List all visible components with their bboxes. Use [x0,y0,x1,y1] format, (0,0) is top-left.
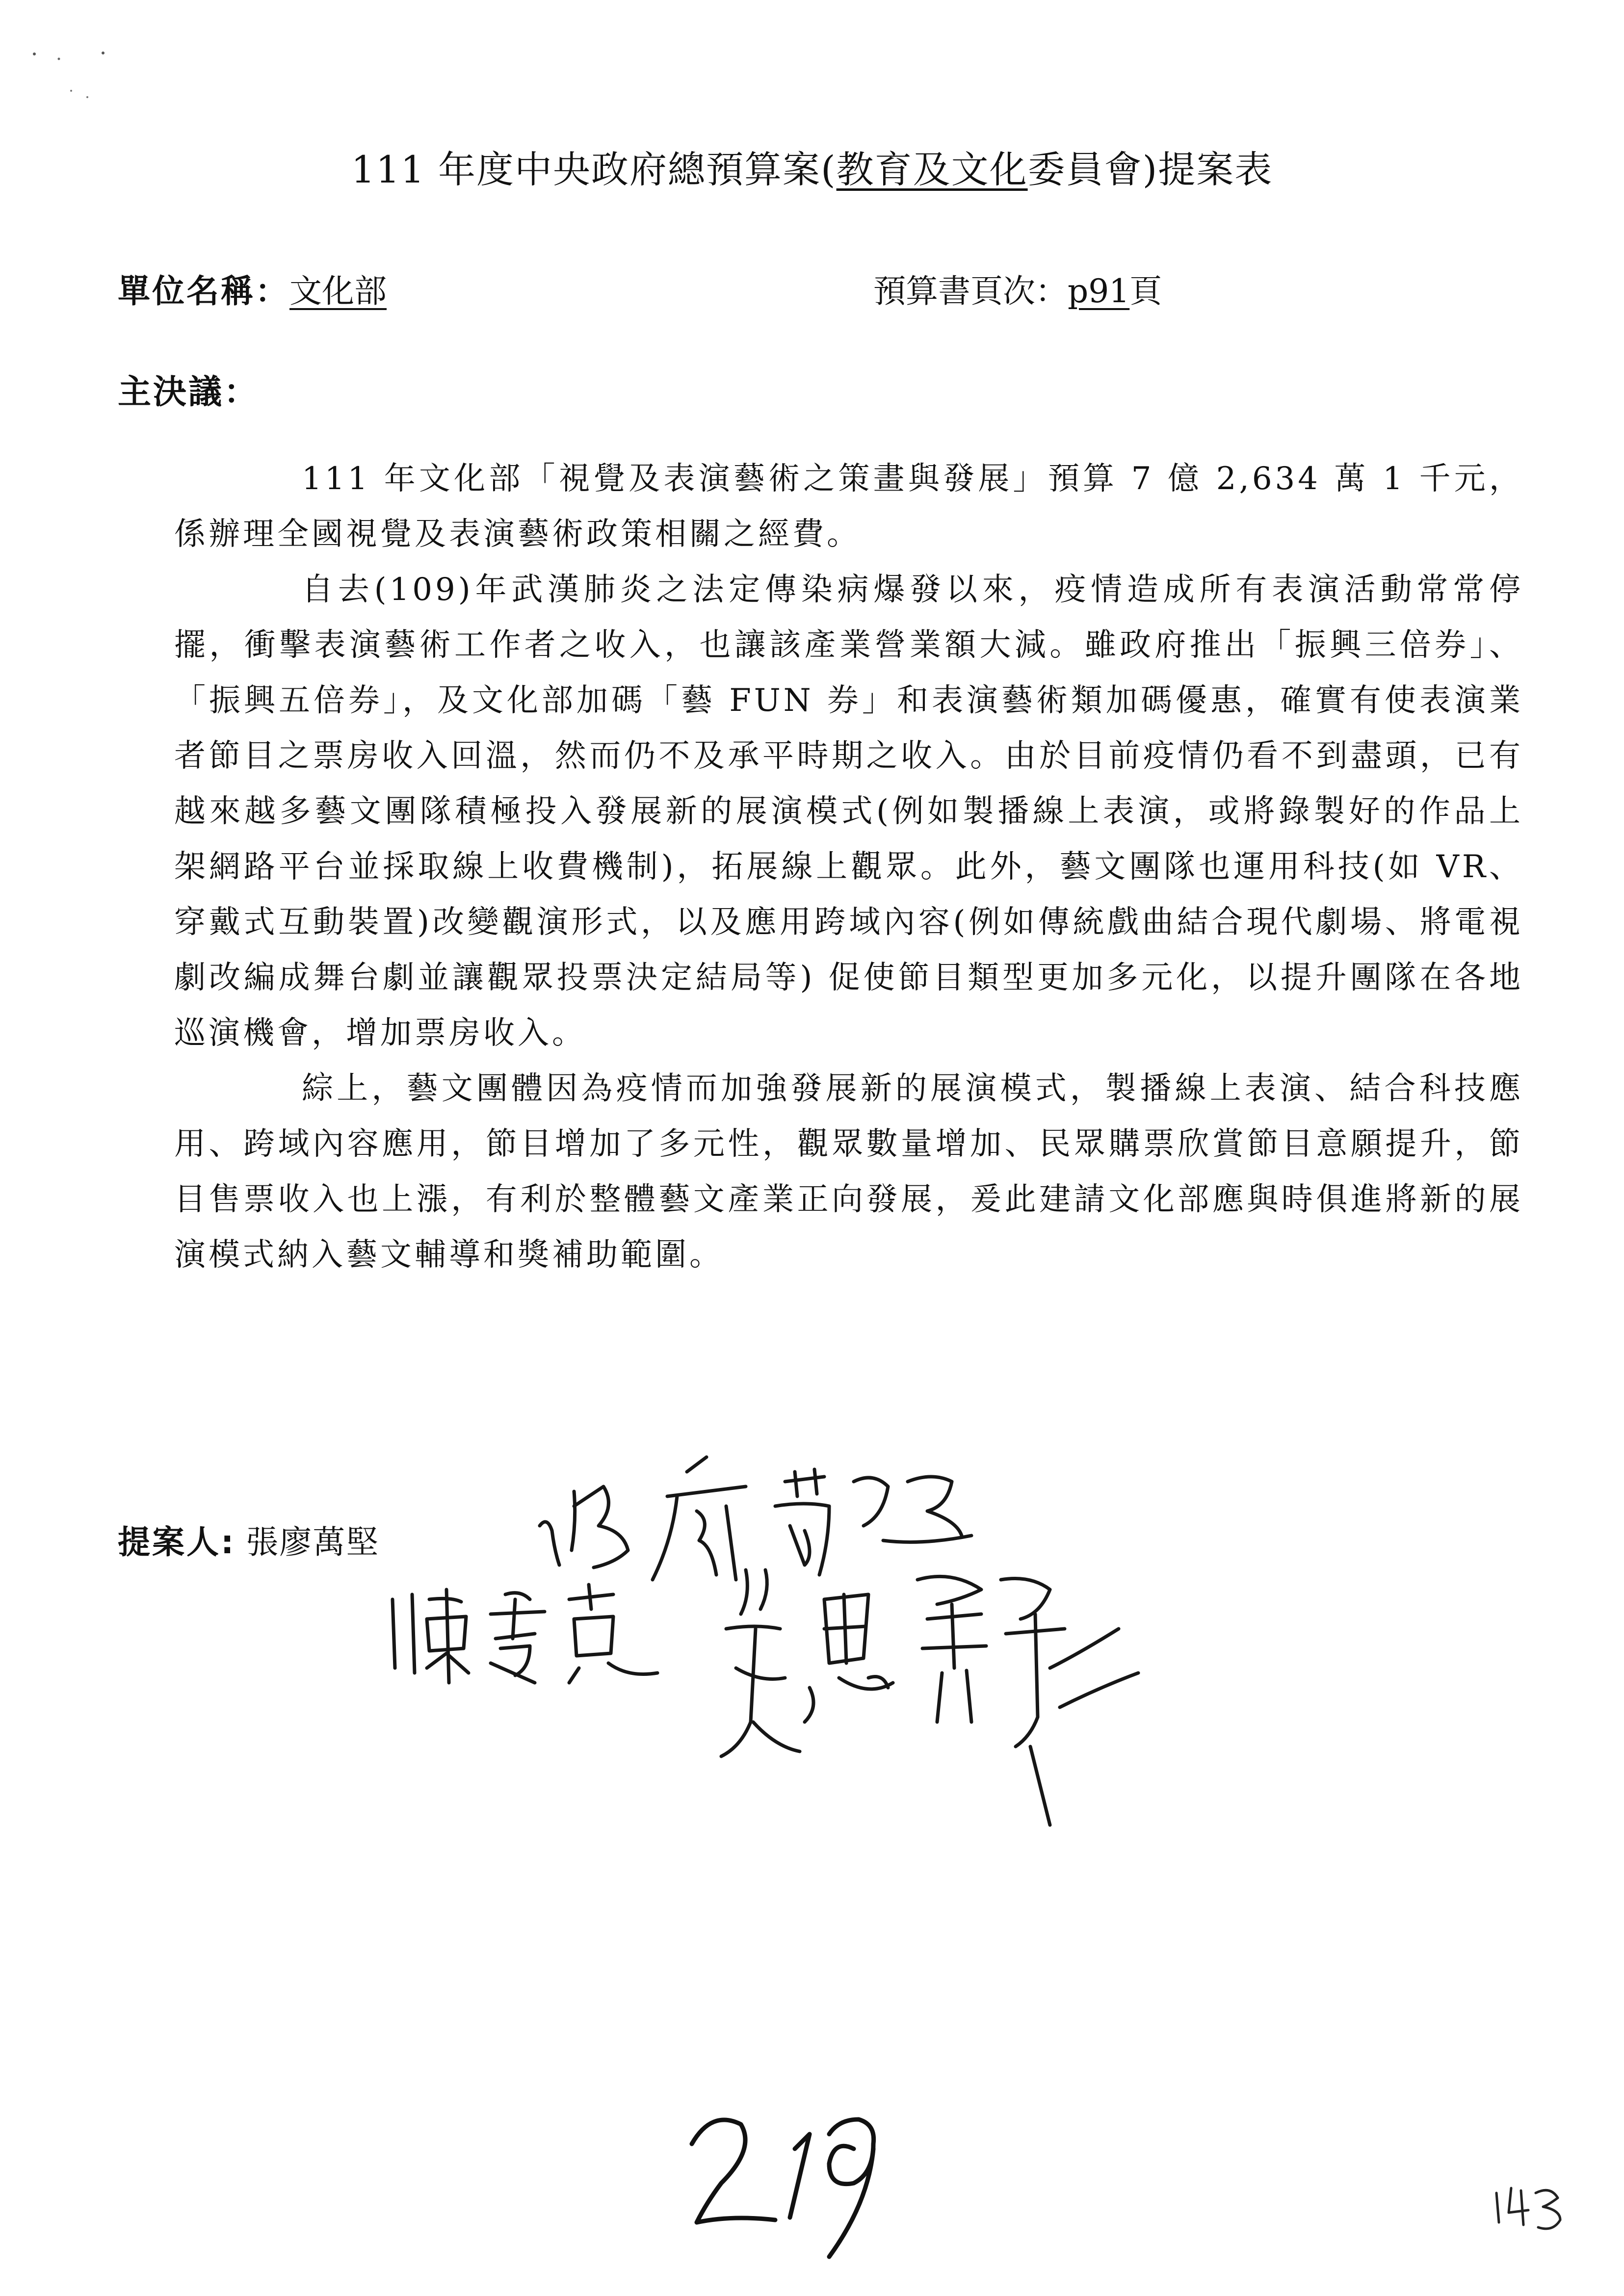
handwritten-corner-number [1492,2178,1570,2237]
scan-specks [29,39,128,118]
unit-label: 單位名稱： [118,272,289,310]
resolution-body [174,451,1523,1283]
page-label: 預算書頁次： [873,272,1068,310]
page-value: p91 [1068,272,1130,310]
proposer-row [118,1516,379,1563]
unit-name-row [118,265,387,312]
paragraph-1: 111 年文化部「視覺及表演藝術之策畫與發展」預算 7 億 2,634 萬 1 千元，係辦理全國視覺及表演藝術政策相關之經費。 [174,461,1523,552]
handwritten-signature-3 [707,1560,1178,1835]
paragraph-3: 綜上，藝文團體因為疫情而加強發展新的展演模式，製播線上表演、結合科技應用、跨域內容應用，節目增加了多元性，觀眾數量增加、民眾購票欣賞節目意願提升，節目售票收入也上漲，有利於整體藝文產業正向發展，爰此建請文化部應與時俱進將新的展演模式納入藝文輔導和獎補助範圍。 [174,1070,1523,1273]
title-suffix: )提案表 [1142,148,1273,191]
proposer-label: 提案人: [118,1523,236,1561]
page-unit: 頁 [1129,272,1162,310]
paragraph-2: 自去(109)年武漢肺炎之法定傳染病爆發以來，疫情造成所有表演活動常常停擺，衝擊表演藝術工作者之收入，也讓該產業營業額大減。雖政府推出「振興三倍券」、「振興五倍券」，及文化部加碼「藝 FUN 券」和表演藝術類加碼優惠，確實有使表演業者節目之票房收入回溫，然而仍不及承平時期之收入。由於目前疫情仍看不到盡頭，已有越來越多藝文團隊積極投入發展新的展演模式(例如製播線上表演，或將錄製好的作品上架網路平台並採取線上收費機制)，拓展線上觀眾。此外，藝文團隊也運用科技(如 VR、穿戴式互動裝置)改變觀演形式，以及應用跨域內容(例如傳統戲曲結合現代劇場、將電視劇改編成舞台劇並讓觀眾投票決定結局等) 促使節目類型更加多元化，以提升團隊在各地巡演機會，增加票房收入。 [174,572,1523,1051]
budget-page-row [873,265,1162,312]
title-middle: 委員會 [1027,148,1143,191]
document-title [0,140,1624,193]
title-underlined-committee: 教育及文化 [836,148,1028,191]
handwritten-signature-2 [383,1570,687,1688]
title-prefix: 111 年度中央政府總預算案( [351,148,837,191]
handwritten-page-number [682,2090,917,2267]
resolution-heading: 主決議： [118,373,260,412]
proposer-name: 張廖萬堅 [246,1523,380,1561]
unit-value: 文化部 [289,272,387,310]
